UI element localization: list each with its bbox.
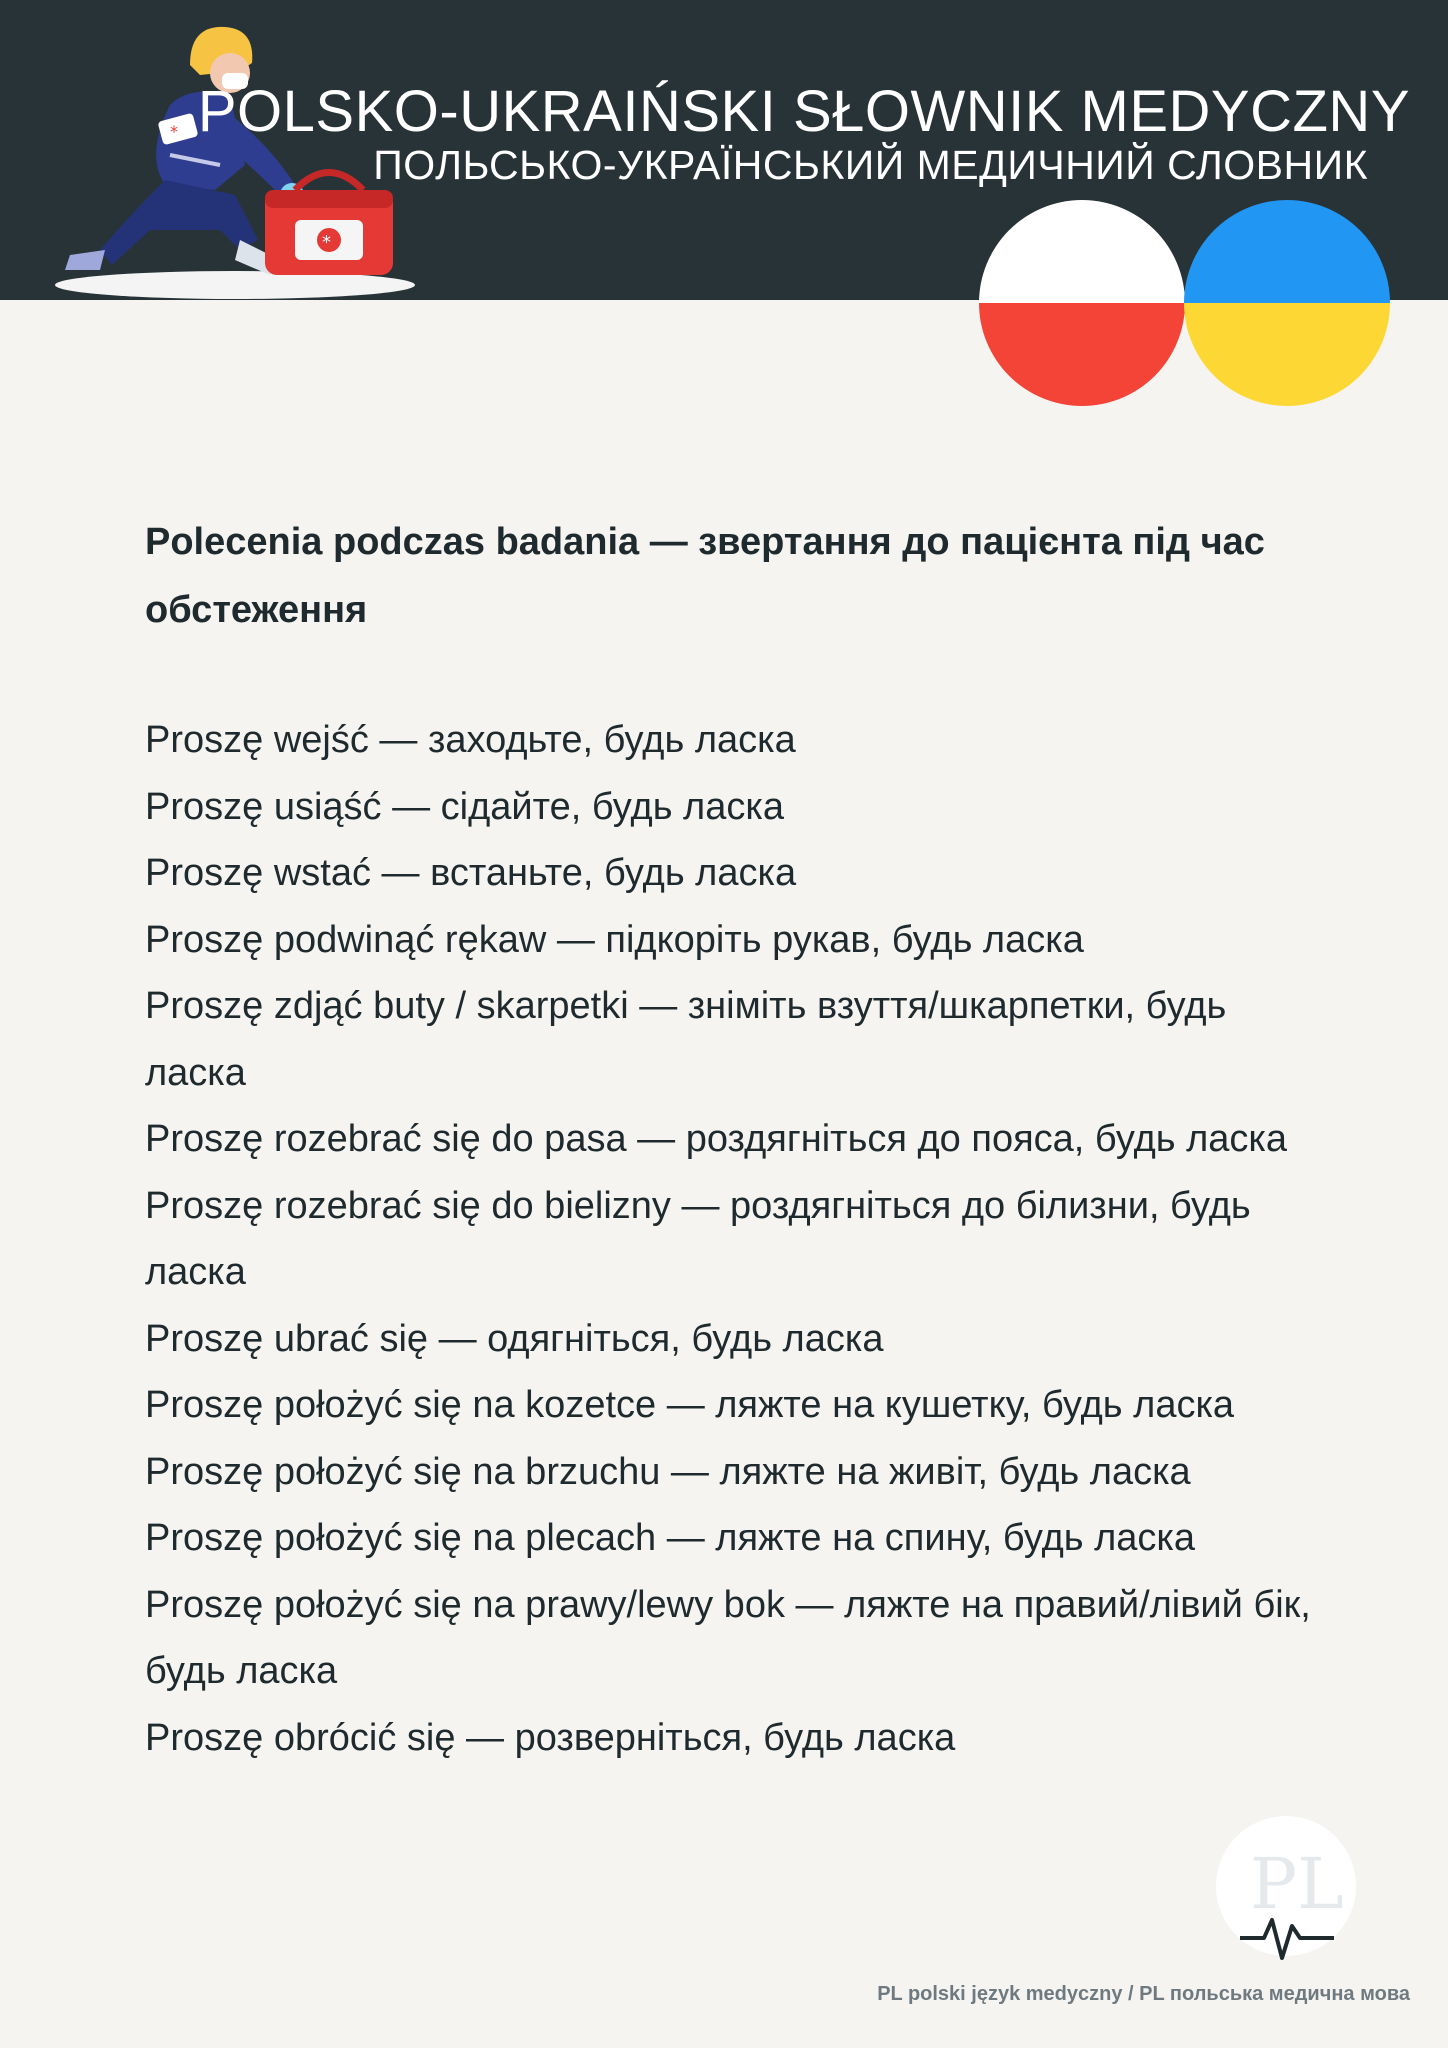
section-heading: Polecenia podczas badania — звертання до пацієнта під час обстеження: [145, 521, 1265, 631]
phrase-item: Proszę ubrać się — одягніться, будь ласка: [145, 1317, 884, 1360]
phrase-item: Proszę położyć się na plecach — ляжте на спину, будь ласка: [145, 1517, 1195, 1559]
paramedic-with-medical-bag-icon: [40, 15, 420, 305]
footer-caption: PL polski język medyczny / PL польська медична мова: [877, 1983, 1410, 2005]
phrase-item: Proszę podwinąć rękaw — підкоріть рукав, будь ласка: [145, 918, 1084, 961]
title-ukrainian: ПОЛЬСЬКО-УКРАЇНСЬКИЙ МЕДИЧНИЙ СЛОВНИК: [373, 142, 1368, 188]
poland-flag-icon: [979, 200, 1185, 406]
phrase-item: Proszę zdjąć buty / skarpetki — зніміть взуття/шкарпетки, будь ласка: [145, 985, 1227, 1094]
svg-text:*: *: [322, 232, 331, 253]
phrase-item: Proszę położyć się na prawy/lewy bok — ляжте на правий/лівий бік, будь ласка: [145, 1583, 1311, 1692]
svg-text:*: *: [170, 122, 178, 141]
phrase-item: Proszę rozebrać się do bielizny — роздягніться до білизни, будь ласка: [145, 1184, 1251, 1293]
pl-heartbeat-logo-icon: [1212, 1808, 1360, 1972]
ukraine-flag-icon: [1184, 200, 1390, 406]
logo-letters: PL: [1250, 1843, 1344, 1925]
phrase-item: Proszę wejść — заходьте, будь ласка: [145, 719, 796, 761]
phrase-item: Proszę położyć się na kozetce — ляжте на кушетку, будь ласка: [145, 1384, 1235, 1426]
phrase-item: Proszę usiąść — сідайте, будь ласка: [145, 785, 784, 828]
title-polish: POLSKO-UKRAIŃSKI SŁOWNIK MEDYCZNY: [197, 79, 1410, 144]
phrase-item: Proszę wstać — встаньте, будь ласка: [145, 852, 797, 894]
phrase-item: Proszę obrócić się — розверніться, будь ласка: [145, 1716, 956, 1759]
phrase-list: [145, 707, 1335, 1771]
phrase-item: Proszę rozebrać się do pasa — роздягніться до пояса, будь ласка: [145, 1118, 1288, 1160]
phrase-item: Proszę położyć się na brzuchu — ляжте на живіт, будь ласка: [145, 1450, 1191, 1493]
